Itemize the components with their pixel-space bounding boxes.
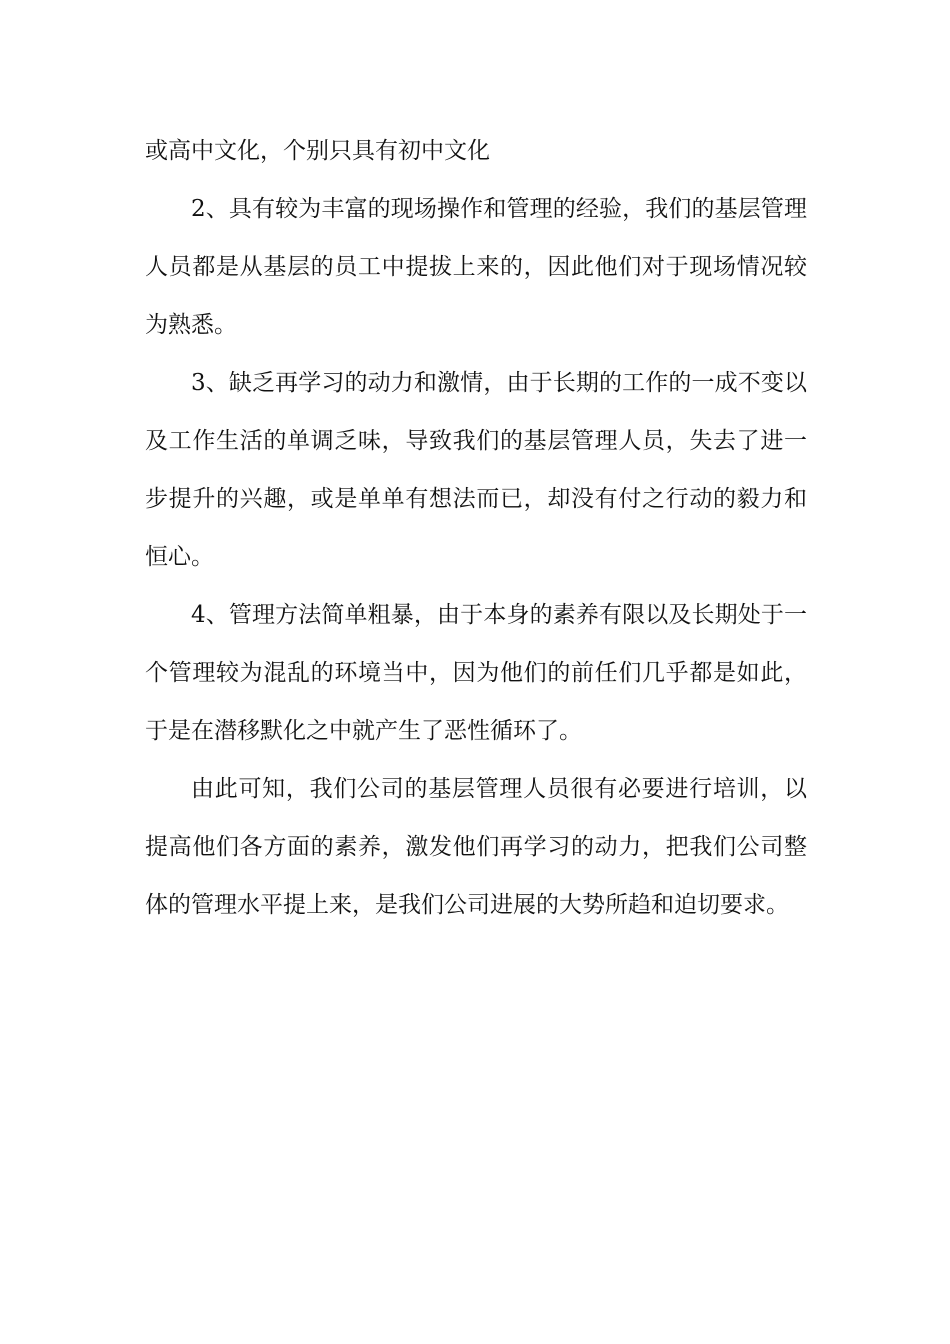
paragraph-item-4: 4、管理方法简单粗暴，由于本身的素养有限以及长期处于一个管理较为混乱的环境当中，因为他们的前任们几乎都是如此，于是在潜移默化之中就产生了恶性循环了。 [145,602,807,744]
paragraph-continuation: 或高中文化，个别只具有初中文化 [145,138,490,164]
document-body [145,122,807,934]
paragraph-item-3: 3、缺乏再学习的动力和激情，由于长期的工作的一成不变以及工作生活的单调乏味，导致我们的基层管理人员，失去了进一步提升的兴趣，或是单单有想法而已，却没有付之行动的毅力和恒心。 [145,370,807,570]
paragraph-item-2: 2、具有较为丰富的现场操作和管理的经验，我们的基层管理人员都是从基层的员工中提拔上来的，因此他们对于现场情况较为熟悉。 [145,196,807,338]
paragraph-conclusion: 由此可知，我们公司的基层管理人员很有必要进行培训，以提高他们各方面的素养，激发他们再学习的动力，把我们公司整体的管理水平提上来，是我们公司进展的大势所趋和迫切要求。 [145,776,807,918]
